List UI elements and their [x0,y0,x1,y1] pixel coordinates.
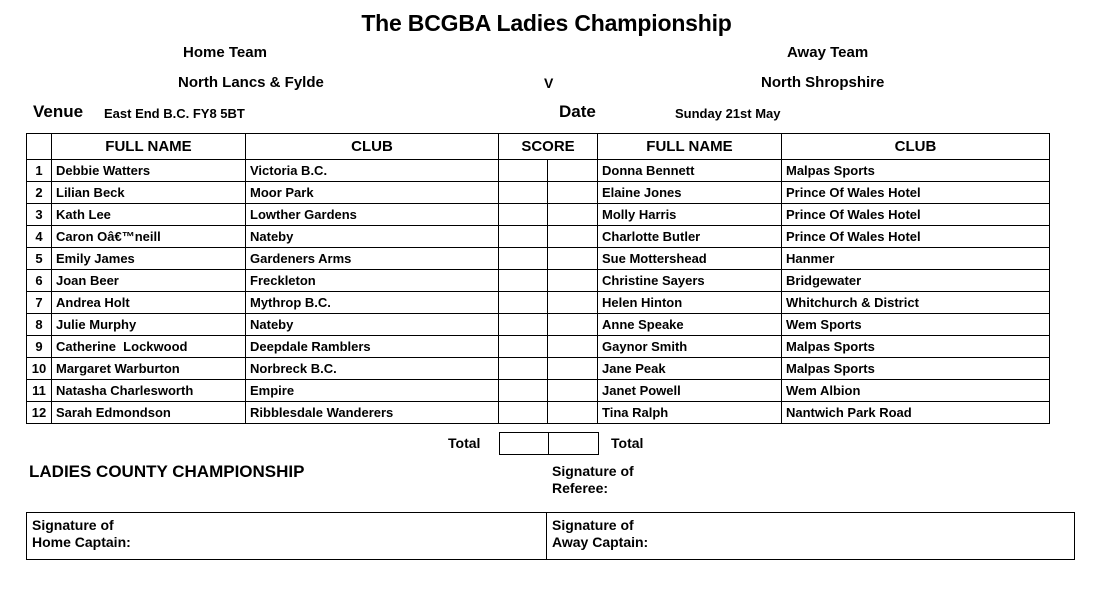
away-player-name: Tina Ralph [598,402,782,424]
away-player-club: Whitchurch & District [782,292,1050,314]
away-score-cell[interactable] [548,380,598,402]
page-title: The BCGBA Ladies Championship [361,10,732,36]
match-scorecard-table [26,133,1050,424]
away-player-club: Prince Of Wales Hotel [782,204,1050,226]
home-player-name: Catherine Lockwood [52,336,246,358]
home-player-club: Mythrop B.C. [246,292,499,314]
away-player-club: Prince Of Wales Hotel [782,226,1050,248]
home-player-club: Nateby [246,314,499,336]
row-number: 5 [27,248,52,270]
home-score-cell[interactable] [499,292,548,314]
referee-signature-line1: Signature of [552,463,634,479]
referee-signature-line2: Referee: [552,480,609,496]
away-score-cell[interactable] [548,336,598,358]
away-player-name: Christine Sayers [598,270,782,292]
total-row [26,432,1050,454]
signature-box-divider [546,513,547,559]
away-player-name: Donna Bennett [598,160,782,182]
total-home-value[interactable] [500,433,549,455]
total-away-label: Total [611,435,644,451]
row-number: 2 [27,182,52,204]
home-player-name: Kath Lee [52,204,246,226]
away-player-club: Malpas Sports [782,358,1050,380]
away-player-name: Charlotte Butler [598,226,782,248]
row-number: 9 [27,336,52,358]
date-label: Date [559,102,596,121]
row-number: 1 [27,160,52,182]
away-score-cell[interactable] [548,270,598,292]
home-player-name: Andrea Holt [52,292,246,314]
away-score-cell[interactable] [548,358,598,380]
home-player-club: Ribblesdale Wanderers [246,402,499,424]
home-player-club: Lowther Gardens [246,204,499,226]
away-player-name: Helen Hinton [598,292,782,314]
home-score-cell[interactable] [499,270,548,292]
row-number: 7 [27,292,52,314]
row-number: 12 [27,402,52,424]
table-row [27,182,1050,204]
county-championship-heading: LADIES COUNTY CHAMPIONSHIP [29,462,305,481]
table-row [27,270,1050,292]
away-player-club: Malpas Sports [782,160,1050,182]
total-score-boxes [499,432,599,455]
table-row [27,226,1050,248]
home-player-name: Joan Beer [52,270,246,292]
column-header-number [27,134,52,160]
home-player-name: Lilian Beck [52,182,246,204]
home-captain-signature-label [32,517,131,551]
home-captain-line1: Signature of [32,517,114,533]
home-player-club: Deepdale Ramblers [246,336,499,358]
home-player-name: Julie Murphy [52,314,246,336]
home-team-name: North Lancs & Fylde [178,74,324,91]
home-player-club: Moor Park [246,182,499,204]
table-row [27,204,1050,226]
row-number: 3 [27,204,52,226]
away-captain-line1: Signature of [552,517,634,533]
away-captain-line2: Away Captain: [552,534,649,550]
row-number: 8 [27,314,52,336]
captain-signature-box [26,512,1075,560]
away-player-club: Prince Of Wales Hotel [782,182,1050,204]
home-score-cell[interactable] [499,160,548,182]
away-player-name: Jane Peak [598,358,782,380]
home-player-name: Natasha Charlesworth [52,380,246,402]
away-score-cell[interactable] [548,204,598,226]
home-player-club: Nateby [246,226,499,248]
home-player-club: Empire [246,380,499,402]
home-score-cell[interactable] [499,226,548,248]
home-player-name: Emily James [52,248,246,270]
home-player-name: Caron Oâ€™neill [52,226,246,248]
home-score-cell[interactable] [499,336,548,358]
home-score-cell[interactable] [499,182,548,204]
home-score-cell[interactable] [499,204,548,226]
column-header-score: SCORE [499,134,598,160]
home-team-label: Home Team [183,44,267,61]
away-score-cell[interactable] [548,292,598,314]
away-player-club: Wem Albion [782,380,1050,402]
table-row [27,248,1050,270]
home-player-club: Victoria B.C. [246,160,499,182]
column-header-away-club: CLUB [782,134,1050,160]
table-row [27,380,1050,402]
venue-value: East End B.C. FY8 5BT [104,106,245,121]
home-captain-line2: Home Captain: [32,534,131,550]
table-row [27,314,1050,336]
column-header-away-name: FULL NAME [598,134,782,160]
table-row [27,292,1050,314]
row-number: 4 [27,226,52,248]
away-captain-signature-label [552,517,648,551]
table-row [27,358,1050,380]
away-score-cell[interactable] [548,182,598,204]
away-score-cell[interactable] [548,226,598,248]
table-row [27,160,1050,182]
date-value: Sunday 21st May [675,106,781,121]
away-player-name: Anne Speake [598,314,782,336]
column-header-home-club: CLUB [246,134,499,160]
table-row [27,336,1050,358]
away-player-name: Elaine Jones [598,182,782,204]
versus-separator: V [544,75,554,91]
away-player-club: Bridgewater [782,270,1050,292]
row-number: 11 [27,380,52,402]
home-player-club: Freckleton [246,270,499,292]
away-player-club: Nantwich Park Road [782,402,1050,424]
venue-label: Venue [33,102,84,121]
home-player-club: Norbreck B.C. [246,358,499,380]
away-player-name: Molly Harris [598,204,782,226]
home-player-name: Sarah Edmondson [52,402,246,424]
away-player-club: Malpas Sports [782,336,1050,358]
away-player-name: Sue Mottershead [598,248,782,270]
home-score-cell[interactable] [499,402,548,424]
home-score-cell[interactable] [499,358,548,380]
away-player-club: Hanmer [782,248,1050,270]
away-score-cell[interactable] [548,160,598,182]
total-home-label: Total [448,435,481,451]
home-player-name: Debbie Watters [52,160,246,182]
away-score-cell[interactable] [548,402,598,424]
away-score-cell[interactable] [548,248,598,270]
away-score-cell[interactable] [548,314,598,336]
table-header-row [27,134,1050,160]
home-score-cell[interactable] [499,314,548,336]
home-player-name: Margaret Warburton [52,358,246,380]
row-number: 10 [27,358,52,380]
home-score-cell[interactable] [499,380,548,402]
row-number: 6 [27,270,52,292]
away-team-label: Away Team [787,44,869,61]
away-player-name: Janet Powell [598,380,782,402]
total-away-value[interactable] [549,433,599,455]
away-team-name: North Shropshire [761,74,885,91]
away-player-club: Wem Sports [782,314,1050,336]
home-score-cell[interactable] [499,248,548,270]
home-player-club: Gardeners Arms [246,248,499,270]
table-row [27,402,1050,424]
column-header-home-name: FULL NAME [52,134,246,160]
away-player-name: Gaynor Smith [598,336,782,358]
referee-signature-label [552,463,634,497]
